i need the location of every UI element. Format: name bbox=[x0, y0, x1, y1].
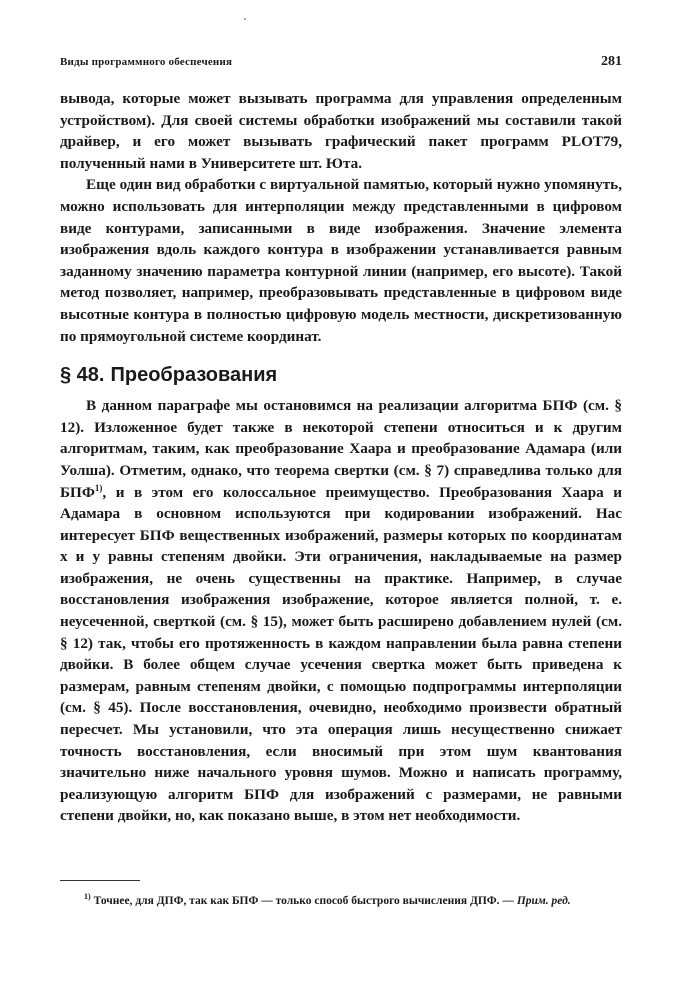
section-heading bbox=[60, 363, 622, 387]
paragraph-virtual-memory: Еще один вид обработки с виртуальной памятью, который нужно упомянуть, можно использовать для интерполяции между представленными в цифровом виде контурами, записанными в виде изображения. Значение элемента изображения вдоль каждого контура в изображении устанавливается равным заданному значению параметра контурной линии (например, его высоте). Такой метод позволяет, например, преобразовывать представленные в цифровом виде высотные контура в полностью цифровую модель местности, дискретизованную по прямоугольной системе координат. bbox=[60, 176, 622, 345]
page-header bbox=[60, 54, 622, 74]
footnote-reference[interactable]: 1) bbox=[94, 482, 103, 493]
footnote-editor-note: Прим. ред. bbox=[516, 894, 571, 907]
paragraph-continuation: вывода, которые может вызывать программа для управления определенным устройством). Для своей системы обработки изображений мы составили такой драйвер, и его может вызывать графический пакет программ PLOT79, полученный нами в Университете шт. Юта. bbox=[60, 90, 622, 172]
paragraph-transforms-part1: В данном параграфе мы остановимся на реализации алгоритма БПФ (см. § 12). Изложенное будет также в некоторой степени относиться и к другим алгоритмам, таким, как преобразование Хаара и преобразование Адамара (или Уолша). Отметим, однако, что теорема свертки (см. § 7) справедлива только для БПФ bbox=[60, 397, 622, 501]
footnote-text: Точнее, для ДПФ, так как БПФ — только способ быстрого вычисления ДПФ. — bbox=[93, 894, 514, 907]
body-text bbox=[60, 88, 622, 827]
paragraph-transforms-part2: , и в этом его колоссальное преимущество. Преобразования Хаара и Адамара в основном используются при кодировании изображений. Нас интересует БПФ вещественных изображений, размеры которых по координатам x и y равны степеням двойки. Эти ограничения, накладываемые на размер изображения, не очень существенны на практике. Например, в случае восстановления изображения изображение, которое является полной, т. е. неусеченной, сверткой (см. § 15), может быть расширено добавлением нулей (см. § 12) так, чтобы его протяженность в каждом направлении была равна степени двойки. В более общем случае усечения свертка может быть приведена к размерам, равным степеням двойки, с помощью подпрограммы интерполяции (см. § 45). После восстановления, очевидно, необходимо произвести обратный пересчет. Мы установили, что эта операция лишь несущественно снижает точность восстановления, если вносимый при этом шум квантования значительно ниже начального уровня шумов. Можно и написать программу, реализующую алгоритм БПФ для изображений с размерами, не равными степени двойки, но, как показано выше, в этом нет необходимости. bbox=[60, 483, 622, 825]
page-number: 281 bbox=[601, 54, 622, 69]
scan-speck bbox=[244, 18, 246, 20]
paragraph-transforms bbox=[60, 395, 622, 827]
footnote-mark: 1) bbox=[84, 892, 91, 901]
section-title: Преобразования bbox=[110, 364, 278, 387]
section-number: § 48. bbox=[60, 364, 105, 387]
footnote-divider bbox=[60, 880, 140, 881]
footnote bbox=[60, 888, 622, 910]
running-head: Виды программного обеспечения bbox=[60, 56, 233, 68]
